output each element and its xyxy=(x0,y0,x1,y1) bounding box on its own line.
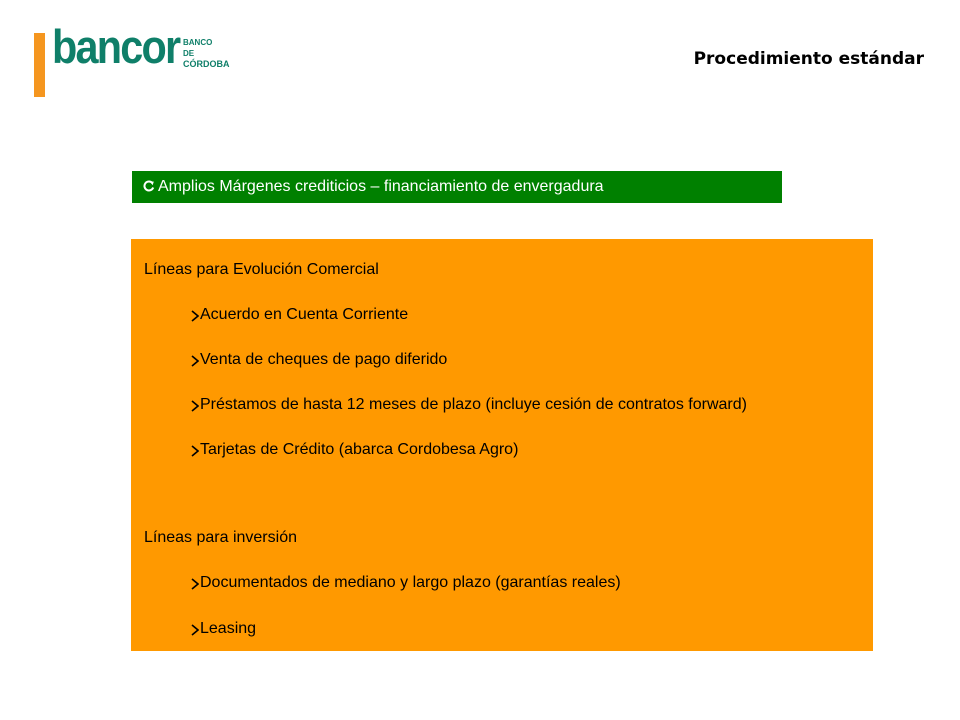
credit-lines-box xyxy=(131,239,873,651)
banner-text: Amplios Márgenes crediticios – financiamiento de envergadura xyxy=(158,178,604,195)
list-item-text: Tarjetas de Crédito (abarca Cordobesa Agro) xyxy=(200,441,519,458)
circle-arrow-icon xyxy=(143,179,155,195)
arrow-bullet-icon xyxy=(191,399,199,411)
logo-subtitle xyxy=(183,37,230,70)
arrow-bullet-icon xyxy=(191,309,199,321)
bancor-logo xyxy=(34,20,234,99)
list-item-text: Acuerdo en Cuenta Corriente xyxy=(200,306,409,323)
list-item-text: Documentados de mediano y largo plazo (garantías reales) xyxy=(200,574,621,591)
logo-word: bancor xyxy=(52,20,180,73)
list-item xyxy=(191,306,408,324)
list-item xyxy=(191,620,256,638)
list-item-text: Leasing xyxy=(200,620,257,637)
arrow-bullet-icon xyxy=(191,354,199,366)
arrow-bullet-icon xyxy=(191,623,199,635)
logo-bar xyxy=(34,33,45,97)
section-heading-comercial: Líneas para Evolución Comercial xyxy=(144,261,379,278)
green-banner xyxy=(132,171,782,203)
arrow-bullet-icon xyxy=(191,577,199,589)
logo-sub-line2: DE xyxy=(183,49,195,58)
page-title: Procedimiento estándar xyxy=(693,49,924,69)
list-item xyxy=(191,441,518,459)
logo-sub-line1: BANCO xyxy=(183,38,213,47)
list-item xyxy=(191,574,621,592)
logo-sub-line3: CÓRDOBA xyxy=(183,59,230,69)
section-heading-inversion: Líneas para inversión xyxy=(144,529,297,546)
list-item-text: Venta de cheques de pago diferido xyxy=(200,351,448,368)
list-item xyxy=(191,351,447,369)
list-item-text: Préstamos de hasta 12 meses de plazo (incluye cesión de contratos forward) xyxy=(200,396,747,413)
list-item xyxy=(191,396,747,414)
arrow-bullet-icon xyxy=(191,444,199,456)
